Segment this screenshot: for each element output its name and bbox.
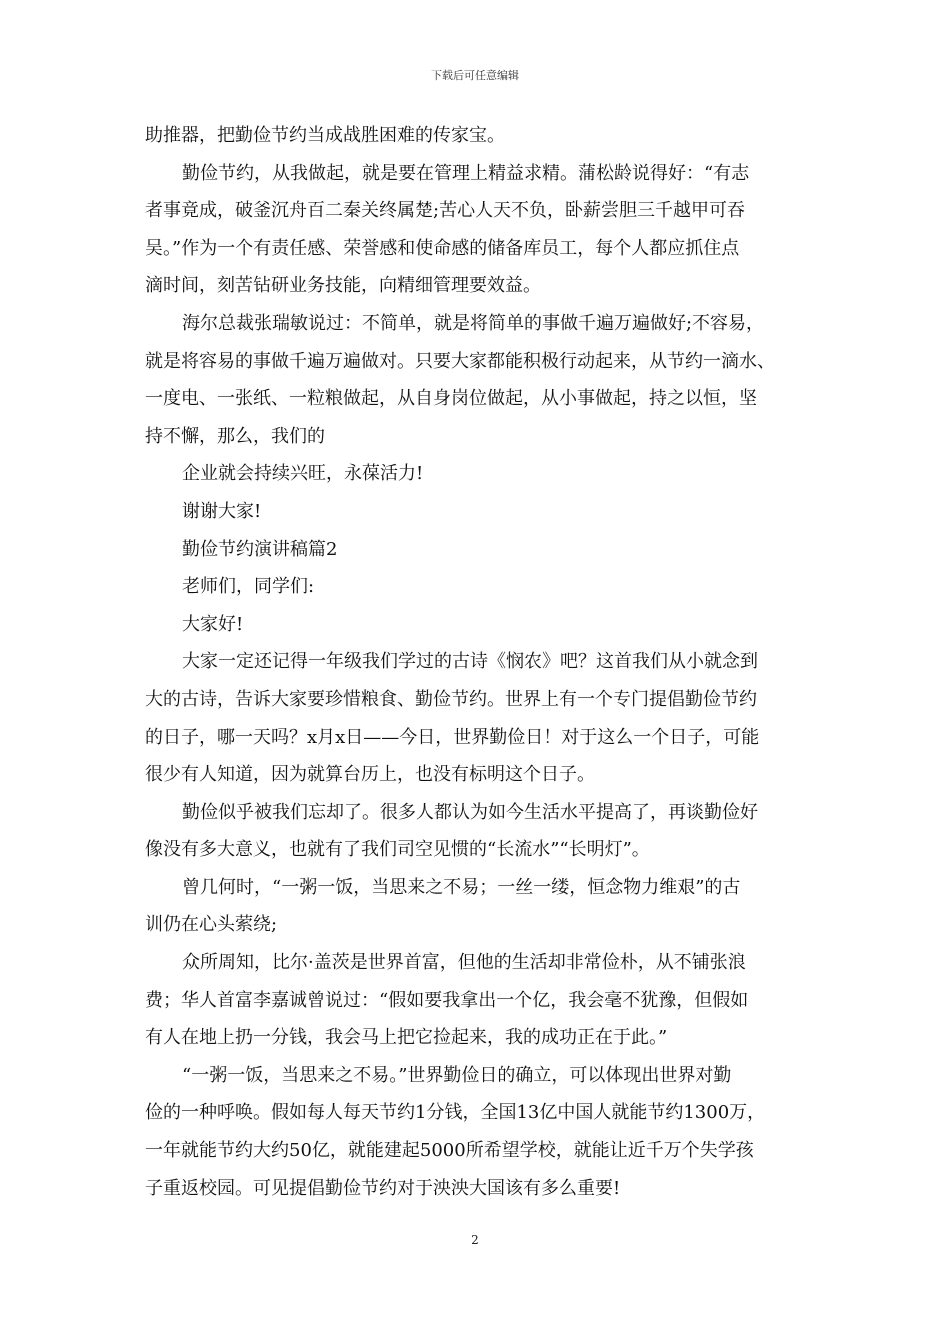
section-title: 勤俭节约演讲稿篇2 — [182, 538, 338, 560]
text-line: 大家一定还记得一年级我们学过的古诗《悯农》吧？这首我们从小就念到 — [182, 651, 758, 673]
text-line: 一度电、一张纸、一粒粮做起，从自身岗位做起，从小事做起，持之以恒，坚 — [145, 388, 757, 410]
page-header: 下载后可任意编辑 — [431, 69, 519, 82]
text-line: 一年就能节约大约50亿，就能建起5000所希望学校，就能让近千万个失学孩 — [145, 1140, 754, 1162]
text-line: 吴。”作为一个有责任感、荣誉感和使命感的储备库员工，每个人都应抓住点 — [145, 237, 740, 259]
text-line: 训仍在心头萦绕; — [145, 914, 278, 936]
text-line: 俭的一种呼唤。假如每人每天节约1分钱，全国13亿中国人就能节约1300万， — [145, 1102, 766, 1124]
text-line: 谢谢大家! — [182, 500, 262, 522]
text-line: 老师们，同学们: — [182, 576, 315, 598]
text-line: 者事竟成，破釜沉舟百二秦关终属楚;苦心人天不负，卧薪尝胆三千越甲可吞 — [145, 200, 746, 222]
text-line: 众所周知，比尔·盖茨是世界首富，但他的生活却非常俭朴，从不铺张浪 — [182, 952, 746, 974]
text-line: 企业就会持续兴旺，永葆活力! — [182, 463, 424, 485]
text-line: 勤俭节约，从我做起，就是要在管理上精益求精。蒲松龄说得好：“有志 — [182, 162, 750, 184]
text-line: 助推器，把勤俭节约当成战胜困难的传家宝。 — [145, 125, 505, 146]
text-line: 海尔总裁张瑞敏说过：不简单，就是将简单的事做千遍万遍做好;不容易， — [182, 312, 765, 334]
text-line: 很少有人知道，因为就算台历上，也没有标明这个日子。 — [145, 764, 595, 786]
text-line: 大家好! — [182, 613, 244, 635]
text-line: 子重返校园。可见提倡勤俭节约对于泱泱大国该有多么重要! — [145, 1177, 621, 1199]
text-line: 持不懈，那么，我们的 — [145, 425, 325, 447]
text-line: 的日子，哪一天吗？x月x日——今日，世界勤俭日！对于这么一个日子，可能 — [145, 726, 760, 748]
text-line: 勤俭似乎被我们忘却了。很多人都认为如今生活水平提高了，再谈勤俭好 — [182, 801, 758, 823]
text-line: 费；华人首富李嘉诚曾说过：“假如要我拿出一个亿，我会毫不犹豫，但假如 — [145, 989, 749, 1011]
text-line: 有人在地上扔一分钱，我会马上把它捡起来，我的成功正在于此。” — [145, 1027, 668, 1049]
text-line: 滴时间，刻苦钻研业务技能，向精细管理要效益。 — [145, 275, 541, 297]
document-body — [145, 117, 812, 1207]
text-line: “一粥一饭，当思来之不易。”世界勤俭日的确立，可以体现出世界对勤 — [182, 1064, 732, 1086]
page-number: 2 — [471, 1233, 479, 1247]
text-line: 像没有多大意义，也就有了我们司空见惯的“长流水”“长明灯”。 — [145, 839, 650, 861]
text-line: 就是将容易的事做千遍万遍做对。只要大家都能积极行动起来，从节约一滴水、 — [145, 350, 775, 372]
text-line: 大的古诗，告诉大家要珍惜粮食、勤俭节约。世界上有一个专门提倡勤俭节约 — [145, 688, 757, 710]
text-line: 曾几何时，“一粥一饭，当思来之不易；一丝一缕，恒念物力维艰”的古 — [182, 876, 741, 898]
